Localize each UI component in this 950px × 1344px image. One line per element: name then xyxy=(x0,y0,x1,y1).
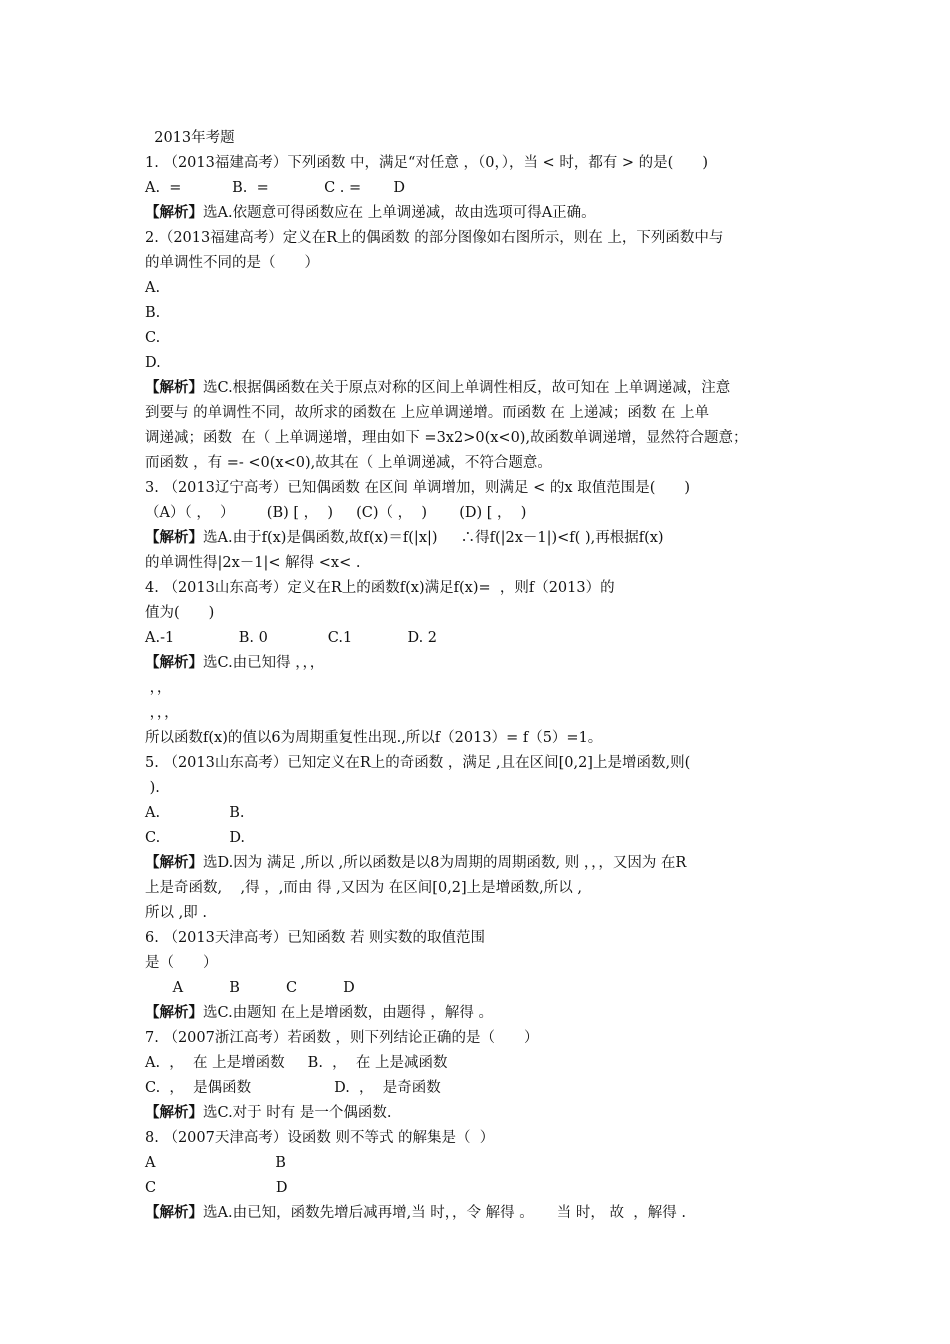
question-2 xyxy=(145,228,723,248)
solution-label: 【解析】 xyxy=(145,1004,203,1021)
text-line xyxy=(145,953,218,973)
text-line xyxy=(145,428,748,448)
text-line xyxy=(145,703,179,723)
line-text: A.-1 B. 0 C.1 D. 2 xyxy=(145,630,438,646)
text-line xyxy=(145,553,360,573)
text-line xyxy=(145,678,171,698)
line-text: B. xyxy=(145,305,161,321)
question-4 xyxy=(145,578,615,598)
question-8 xyxy=(145,1128,494,1148)
line-text: 8. （2007天津高考）设函数 则不等式 的解集是（ ） xyxy=(145,1130,495,1146)
text-line xyxy=(145,778,160,798)
section-title xyxy=(145,128,235,148)
line-text: 6. （2013天津高考）已知函数 若 则实数的取值范围 xyxy=(145,930,486,946)
line-text: C D xyxy=(145,1180,288,1196)
line-text: C. xyxy=(145,330,161,346)
text-line xyxy=(145,1053,447,1073)
text-line xyxy=(145,903,207,923)
line-text: （A）（ ， ） (B) [ ， ) (C)（ ， ) (D) [ ， ) xyxy=(145,505,527,521)
line-text: 值为( ) xyxy=(145,605,215,621)
line-text: ，， xyxy=(145,680,172,696)
line-text: 2013年考题 xyxy=(145,130,235,146)
solution-label: 【解析】 xyxy=(145,204,203,221)
solution-line xyxy=(145,853,686,873)
solution-line xyxy=(145,203,596,223)
line-text: 所以 ,即 . xyxy=(145,905,207,921)
line-text: A B xyxy=(145,1155,286,1171)
line-text: 4. （2013山东高考）定义在R上的函数f(x)满足f(x)= ，则f（2013）的 xyxy=(145,580,615,596)
line-text: 3. （2013辽宁高考）已知偶函数 在区间 单调增加，则满足 < 的x 取值范围是( ) xyxy=(145,480,691,496)
text-line xyxy=(145,803,244,823)
line-text: A. = B. = C . = D xyxy=(145,180,406,196)
line-text: 选A.由已知，函数先增后减再增,当 时，，令 解得 。 当 时， 故 ，解得 . xyxy=(203,1205,686,1221)
text-line xyxy=(145,878,582,898)
line-text: 而函数 ，有 =- <0(x<0),故其在（ 上单调递减，不符合题意。 xyxy=(145,455,552,471)
text-line xyxy=(145,978,355,998)
line-text: D. xyxy=(145,355,161,371)
line-text: 选A.由于f(x)是偶函数,故f(x)＝f(|x|) ∴得f(|2x－1|)<f( ),再根据f(x) xyxy=(203,530,664,546)
text-line xyxy=(145,303,160,323)
solution-line xyxy=(145,653,324,673)
text-line xyxy=(145,328,160,348)
text-line xyxy=(145,453,552,473)
line-text: 选C.对于 时有 是一个偶函数. xyxy=(203,1105,392,1121)
solution-line xyxy=(145,528,664,548)
line-text: 所以函数f(x)的值以6为周期重复性出现.,所以f（2013）= f（5）=1。 xyxy=(145,730,603,746)
question-7 xyxy=(145,1028,538,1048)
text-line xyxy=(145,1178,288,1198)
question-3 xyxy=(145,478,690,498)
question-5 xyxy=(145,753,690,773)
line-text: C. D. xyxy=(145,830,246,846)
question-1 xyxy=(145,153,708,173)
text-line xyxy=(145,1078,441,1098)
line-text: A. xyxy=(145,280,161,296)
text-line xyxy=(145,728,602,748)
solution-label: 【解析】 xyxy=(145,529,203,546)
line-text: 的单调性不同的是（ ） xyxy=(145,255,319,271)
solution-label: 【解析】 xyxy=(145,1104,203,1121)
solution-line xyxy=(145,378,730,398)
solution-label: 【解析】 xyxy=(145,1204,203,1221)
solution-line xyxy=(145,1203,686,1223)
solution-label: 【解析】 xyxy=(145,854,203,871)
line-text: 调递减；函数 在（ 上单调递增，理由如下 =3x2>0(x<0),故函数单调递增，显然符合题意； xyxy=(145,430,748,446)
line-text: 到要与 的单调性不同，故所求的函数在 上应单调递增。而函数 在 上递减；函数 在 上单 xyxy=(145,405,710,421)
line-text: 1. （2013福建高考）下列函数 中，满足“对任意 ，（0，），当 < 时，都有 > 的是( ) xyxy=(145,155,708,171)
line-text: A B C D xyxy=(145,980,355,996)
solution-label: 【解析】 xyxy=(145,379,203,396)
solution-label: 【解析】 xyxy=(145,654,203,671)
line-text: 选C.由已知得 ，，， xyxy=(203,655,325,671)
solution-line xyxy=(145,1103,392,1123)
text-line xyxy=(145,1153,286,1173)
text-line xyxy=(145,178,405,198)
line-text: 7. （2007浙江高考）若函数 ，则下列结论正确的是（ ） xyxy=(145,1030,539,1046)
line-text: 的单调性得|2x－1|< 解得 <x< . xyxy=(145,555,361,571)
line-text: 是（ ） xyxy=(145,955,218,971)
text-line xyxy=(145,403,709,423)
line-text: A. ， 在 上是增函数 B. ， 在 上是减函数 xyxy=(145,1055,448,1071)
solution-line xyxy=(145,1003,493,1023)
text-line xyxy=(145,353,161,373)
question-6 xyxy=(145,928,485,948)
line-text: 选A.依题意可得函数应在 上单调递减，故由选项可得A正确。 xyxy=(203,205,596,221)
line-text: 选D.因为 满足 ,所以 ,所以函数是以8为周期的周期函数, 则 ，，，又因为 在R xyxy=(203,855,687,871)
line-text: A. B. xyxy=(145,805,245,821)
line-text: 2.（2013福建高考）定义在R上的偶函数 的部分图像如右图所示，则在 上，下列函数中与 xyxy=(145,230,724,246)
line-text: 选C.由题知 在上是增函数，由题得 ，解得 。 xyxy=(203,1005,494,1021)
line-text: ). xyxy=(145,780,160,796)
text-line xyxy=(145,603,214,623)
line-text: ，，， xyxy=(145,705,179,721)
line-text: 上是奇函数, ,得 ，,而由 得 ,又因为 在区间[0,2]上是增函数,所以 , xyxy=(145,880,583,896)
text-line xyxy=(145,503,526,523)
text-line xyxy=(145,828,245,848)
line-text: 选C.根据偶函数在关于原点对称的区间上单调性相反，故可知在 上单调递减，注意 xyxy=(203,380,731,396)
text-line xyxy=(145,253,319,273)
line-text: 5. （2013山东高考）已知定义在R上的奇函数 ，满足 ,且在区间[0,2]上是增函数,则( xyxy=(145,755,691,771)
text-line xyxy=(145,278,160,298)
text-line xyxy=(145,628,437,648)
line-text: C. ， 是偶函数 D. ， 是奇函数 xyxy=(145,1080,441,1096)
